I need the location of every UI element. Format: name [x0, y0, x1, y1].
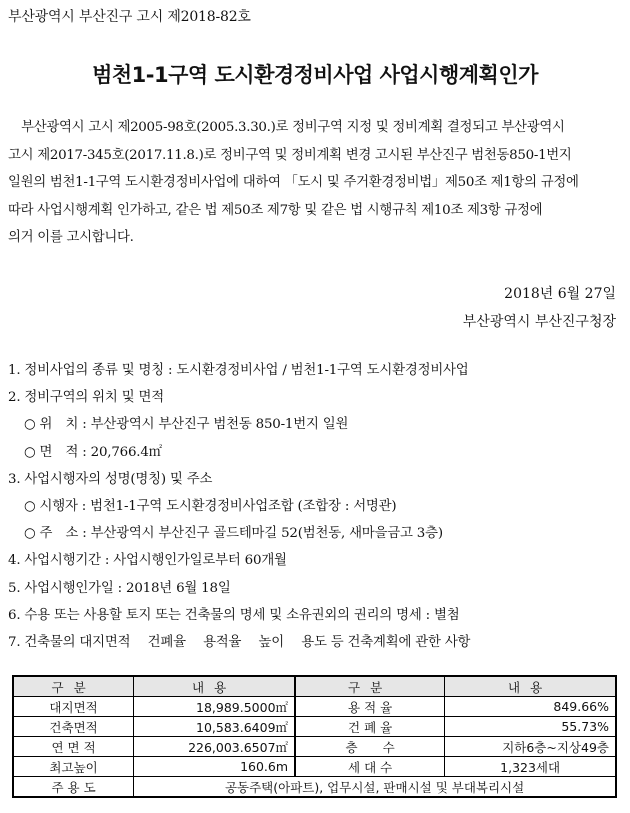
table-cell: 18,989.5000㎡: [134, 697, 295, 717]
list-item: 3. 사업시행자의 성명(명칭) 및 주소: [8, 471, 213, 487]
notice-body: [8, 114, 622, 252]
table-row: [13, 777, 616, 798]
body-line: 부산광역시 고시 제2005-98호(2005.3.30.)로 정비구역 지정 및 정비계획 결정되고 부산광역시: [8, 120, 565, 135]
table-cell: 지하6층~지상49층: [445, 737, 616, 757]
list-subitem: ○ 시행자 : 범천1-1구역 도시환경정비사업조합 (조합장 : 서명관): [24, 498, 397, 514]
table-header-cell: 내용: [134, 676, 295, 697]
table-header-cell: 구분: [295, 676, 445, 697]
table-cell: 대지면적: [13, 697, 134, 717]
table-row: [13, 757, 616, 777]
table-cell: 층 수: [295, 737, 445, 757]
table-cell: 1,323세대: [445, 757, 616, 777]
body-line: 따라 사업시행계획 인가하고, 같은 법 제50조 제7항 및 같은 법 시행규칙 제10조 제3항 규정에: [8, 202, 543, 218]
list-item: 5. 사업시행인가일 : 2018년 6월 18일: [8, 580, 231, 596]
table-cell: 최고높이: [13, 757, 134, 777]
list-subitem: ○ 위 치 : 부산광역시 부산진구 범천동 850-1번지 일원: [24, 417, 349, 433]
table-cell: 건 폐 율: [295, 717, 445, 737]
building-plan-table: [12, 675, 617, 798]
list-item: 2. 정비구역의 위치 및 면적: [8, 390, 164, 406]
table-header-row: [13, 676, 616, 697]
table-cell: 849.66%: [445, 697, 616, 717]
table-cell: 10,583.6409㎡: [134, 717, 295, 737]
table-cell: 연 면 적: [13, 737, 134, 757]
list-item: 7. 건축물의 대지면적 건폐율 용적율 높이 용도 등 건축계획에 관한 사항: [8, 634, 471, 650]
notice-date: 2018년 6월 27일: [504, 286, 616, 302]
table-row: [13, 697, 616, 717]
body-line: 의거 이를 고시합니다.: [8, 230, 134, 246]
list-subitem: ○ 주 소 : 부산광역시 부산진구 골드테마길 52(범천동, 새마을금고 3층): [24, 526, 443, 542]
table-header-cell: 내용: [445, 676, 616, 697]
table-row: [13, 717, 616, 737]
table-cell: 세 대 수: [295, 757, 445, 777]
list-item: 6. 수용 또는 사용할 토지 또는 건축물의 명세 및 소유권외의 권리의 명세 : 별첨: [8, 607, 460, 623]
list-item: 1. 정비사업의 종류 및 명칭 : 도시환경정비사업 / 범천1-1구역 도시환경정비사업: [8, 363, 469, 378]
table-cell: 주 용 도: [13, 777, 134, 798]
table-cell: 226,003.6507㎡: [134, 737, 295, 757]
list-subitem: ○ 면 적 : 20,766.4㎡: [24, 444, 162, 460]
table-cell: 용 적 율: [295, 697, 445, 717]
body-line: 일원의 범천1-1구역 도시환경정비사업에 대하여 「도시 및 주거환경정비법」제50조 제1항의 규정에: [8, 175, 579, 191]
table-cell: 55.73%: [445, 717, 616, 737]
table-header-cell: 구분: [13, 676, 134, 697]
page-title: 범천1-1구역 도시환경정비사업 사업시행계획인가: [92, 63, 538, 87]
notice-number: 부산광역시 부산진구 고시 제2018-82호: [8, 9, 251, 25]
table-cell: 건축면적: [13, 717, 134, 737]
body-line: 고시 제2017-345호(2017.11.8.)로 정비구역 및 정비계획 변경 고시된 부산진구 범천동850-1번지: [8, 147, 572, 163]
list-item: 4. 사업시행기간 : 사업시행인가일로부터 60개월: [8, 553, 287, 569]
item-list: [8, 357, 622, 656]
table-row: [13, 737, 616, 757]
issuer-name: 부산광역시 부산진구청장: [462, 314, 616, 330]
table-cell: 160.6m: [134, 757, 295, 777]
table-cell: 공동주택(아파트), 업무시설, 판매시설 및 부대복리시설: [134, 777, 616, 798]
